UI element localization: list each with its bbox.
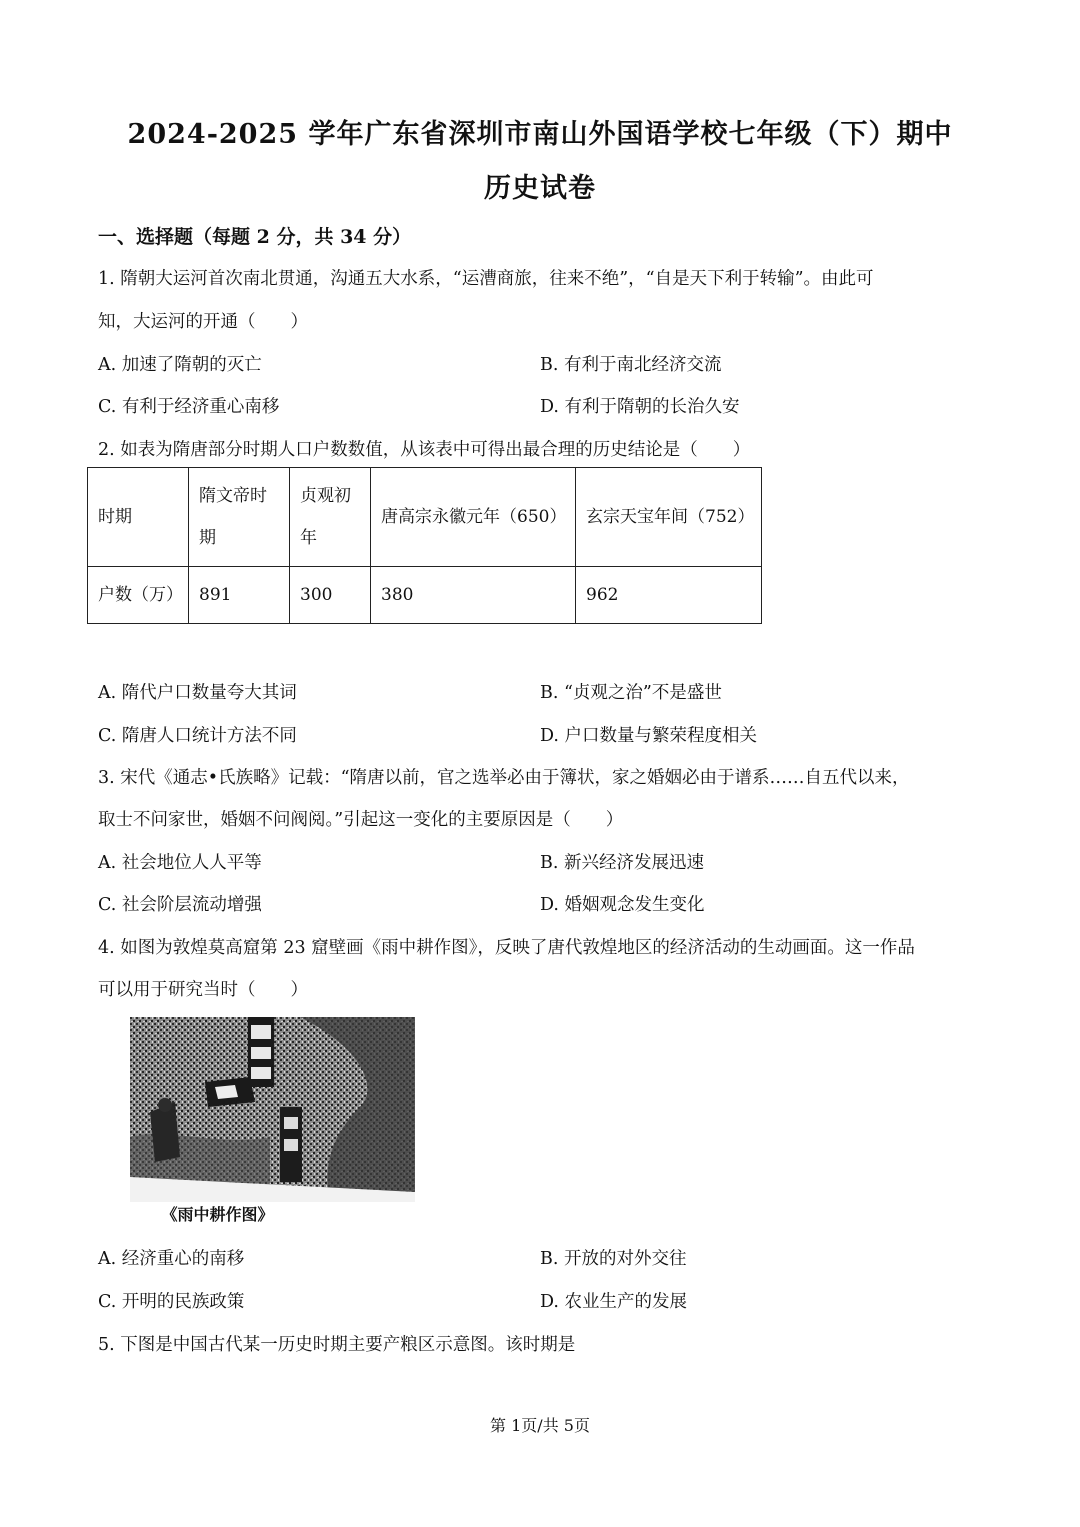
table-header-cell: 隋文帝时 期 <box>189 468 290 567</box>
q1-option-d: D. 有利于隋朝的长治久安 <box>540 397 740 417</box>
q2-option-c: C. 隋唐人口统计方法不同 <box>98 726 297 746</box>
table-cell: 300 <box>290 567 371 624</box>
table-header-cell: 贞观初 年 <box>290 468 371 567</box>
table-cell: 户数（万） <box>88 567 189 624</box>
mural-caption: 《雨中耕作图》 <box>161 1205 274 1224</box>
q1-option-b: B. 有利于南北经济交流 <box>540 355 722 375</box>
table-row <box>88 567 762 624</box>
table-header-cell: 时期 <box>88 468 189 567</box>
q4-stem-line1: 4. 如图为敦煌莫高窟第 23 窟壁画《雨中耕作图》，反映了唐代敦煌地区的经济活动的生动画面。这一作品 <box>98 938 915 958</box>
q1-stem-line1: 1. 隋朝大运河首次南北贯通，沟通五大水系，“运漕商旅，往来不绝”，“自是天下利于转输”。由此可 <box>98 269 874 289</box>
page-footer: 第 1页/共 5页 <box>490 1416 590 1435</box>
q3-stem-line1: 3. 宋代《通志•氏族略》记载：“隋唐以前，官之选举必由于簿状，家之婚姻必由于谱系……自五代以来， <box>98 768 910 788</box>
q2-stem-line1: 2. 如表为隋唐部分时期人口户数数值，从该表中可得出最合理的历史结论是（ ） <box>98 440 751 460</box>
q2-option-d: D. 户口数量与繁荣程度相关 <box>540 726 758 746</box>
population-table <box>87 467 762 624</box>
q3-option-c: C. 社会阶层流动增强 <box>98 895 262 915</box>
q4-option-a: A. 经济重心的南移 <box>98 1249 245 1269</box>
q4-stem-line2: 可以用于研究当时（ ） <box>98 980 308 1000</box>
q1-option-c: C. 有利于经济重心南移 <box>98 397 280 417</box>
mural-image <box>130 1017 415 1202</box>
exam-title-line2: 历史试卷 <box>484 173 596 204</box>
q3-option-b: B. 新兴经济发展迅速 <box>540 853 704 873</box>
table-header-row <box>88 468 762 567</box>
q3-option-a: A. 社会地位人人平等 <box>98 853 262 873</box>
q3-option-d: D. 婚姻观念发生变化 <box>540 895 705 915</box>
table-cell: 380 <box>371 567 576 624</box>
q5-stem-line1: 5. 下图是中国古代某一历史时期主要产粮区示意图。该时期是 <box>98 1335 576 1355</box>
q4-option-d: D. 农业生产的发展 <box>540 1292 688 1312</box>
q1-option-a: A. 加速了隋朝的灭亡 <box>98 355 262 375</box>
q2-option-a: A. 隋代户口数量夸大其词 <box>98 683 297 703</box>
exam-title-line1: 2024-2025 学年广东省深圳市南山外国语学校七年级（下）期中 <box>127 119 953 150</box>
table-cell: 891 <box>189 567 290 624</box>
q3-stem-line2: 取士不问家世，婚姻不问阀阅。”引起这一变化的主要原因是（ ） <box>98 810 624 830</box>
table-header-cell: 唐高宗永徽元年（650） <box>371 468 576 567</box>
q1-stem-line2: 知，大运河的开通（ ） <box>98 312 308 332</box>
q4-option-c: C. 开明的民族政策 <box>98 1292 245 1312</box>
table-cell: 962 <box>576 567 762 624</box>
table-header-cell: 玄宗天宝年间（752） <box>576 468 762 567</box>
q4-option-b: B. 开放的对外交往 <box>540 1249 687 1269</box>
section-heading: 一、选择题（每题 2 分，共 34 分） <box>98 226 412 248</box>
q2-option-b: B. “贞观之治”不是盛世 <box>540 683 722 703</box>
